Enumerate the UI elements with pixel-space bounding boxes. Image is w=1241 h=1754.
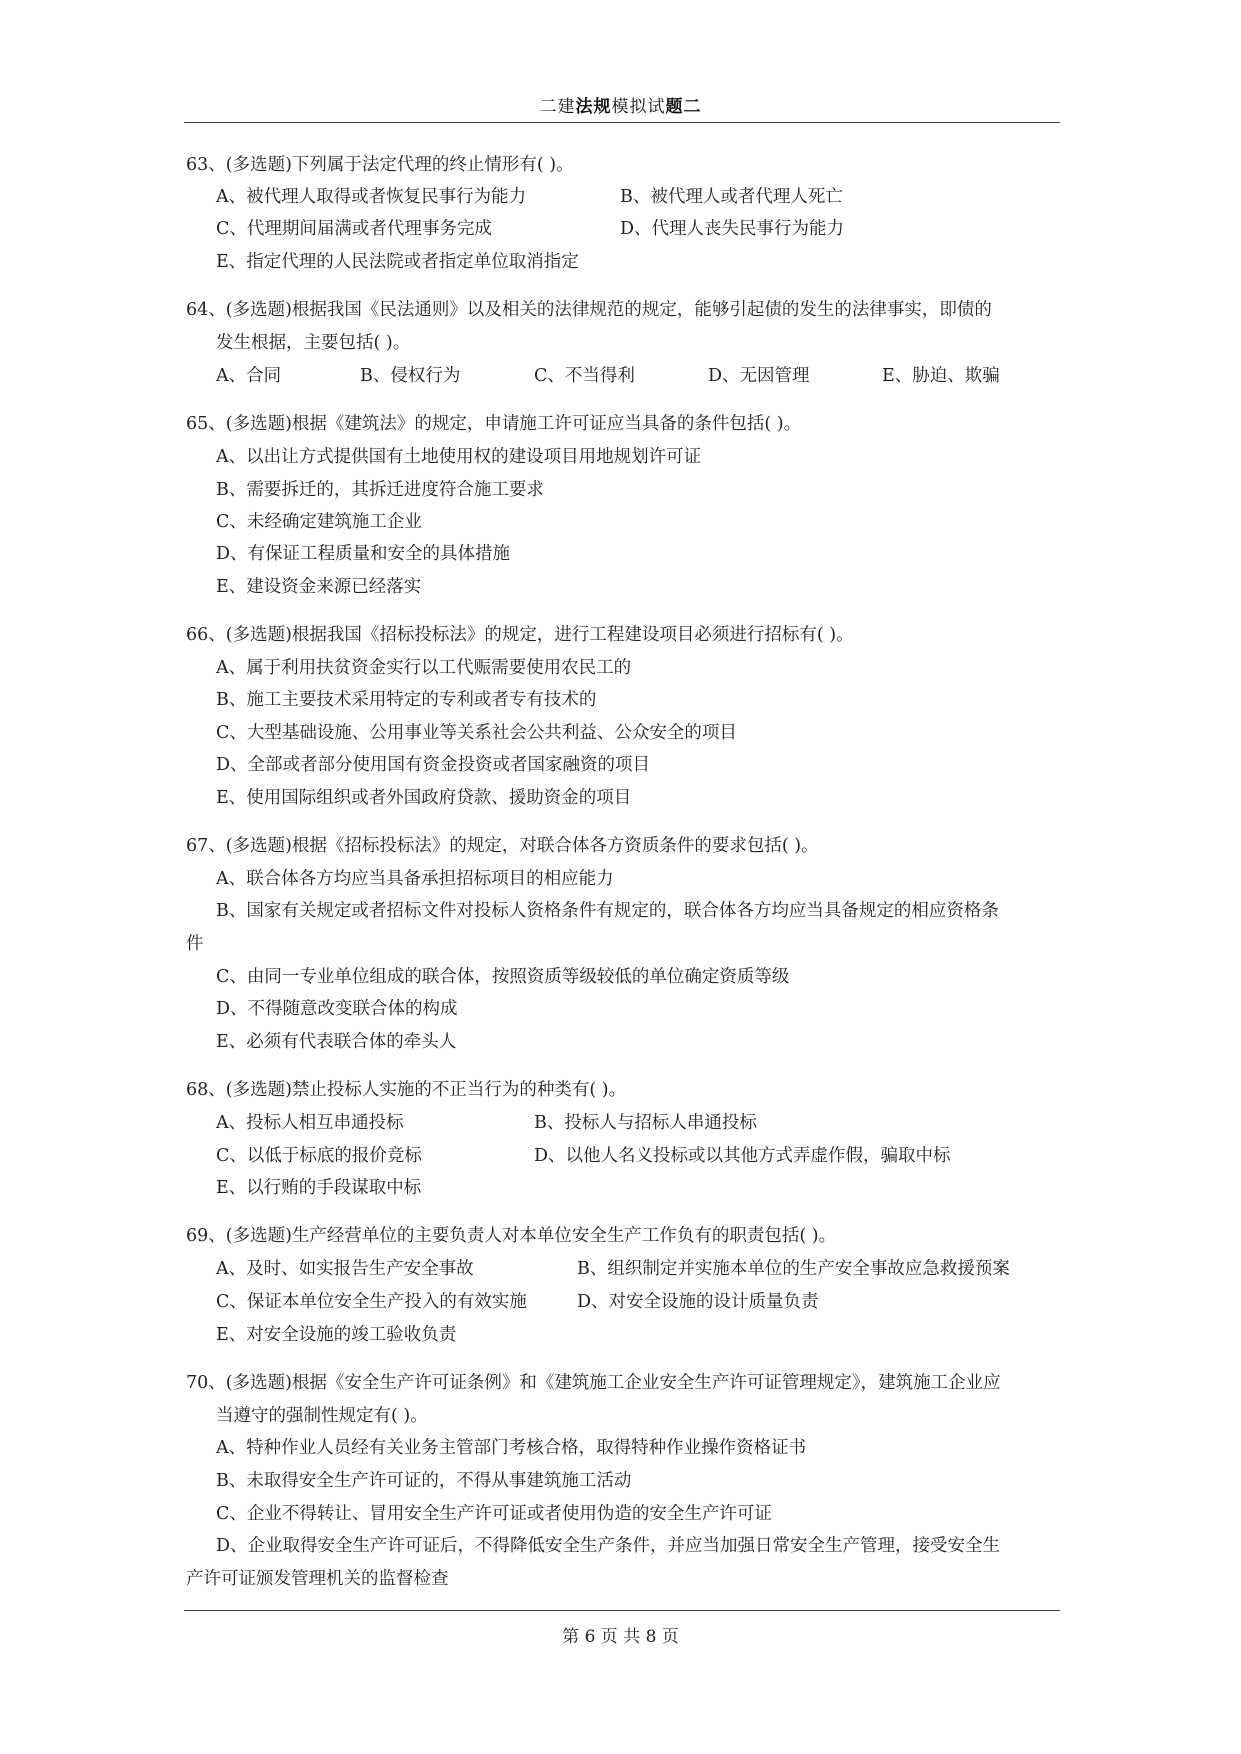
option-63-d: D、代理人丧失民事行为能力	[620, 219, 845, 239]
option-65-b: B、需要拆迁的，其拆迁进度符合施工要求	[216, 480, 544, 500]
option-68-a: A、投标人相互串通投标	[216, 1113, 404, 1133]
option-63-c: C、代理期间届满或者代理事务完成	[216, 219, 492, 239]
page-number-footer: 第 6 页 共 8 页	[562, 1627, 679, 1647]
option-66-c: C、大型基础设施、公用事业等关系社会公共利益、公众安全的项目	[216, 723, 737, 743]
option-64-b: B、侵权行为	[360, 366, 461, 386]
option-66-e: E、使用国际组织或者外国政府贷款、援助资金的项目	[216, 788, 632, 808]
option-70-d-cont: 产许可证颁发管理机关的监督检查	[186, 1569, 449, 1589]
option-64-d: D、无因管理	[708, 366, 810, 386]
option-63-e: E、指定代理的人民法院或者指定单位取消指定	[216, 252, 579, 272]
option-70-d: D、企业取得安全生产许可证后，不得降低安全生产条件，并应当加强日常安全生产管理，接受安全生	[216, 1536, 1001, 1556]
option-64-e: E、胁迫、欺骗	[882, 366, 1000, 386]
question-stem-69: 69、(多选题)生产经营单位的主要负责人对本单位安全生产工作负有的职责包括( )。	[186, 1226, 837, 1246]
option-69-d: D、对安全设施的设计质量负责	[577, 1292, 819, 1312]
option-68-b: B、投标人与招标人串通投标	[534, 1113, 757, 1133]
option-70-b: B、未取得安全生产许可证的，不得从事建筑施工活动	[216, 1471, 632, 1491]
option-65-d: D、有保证工程质量和安全的具体措施	[216, 544, 511, 564]
option-65-a: A、以出让方式提供国有土地使用权的建设项目用地规划许可证	[216, 447, 702, 467]
header-title-part: 二建	[539, 97, 576, 117]
option-68-e: E、以行贿的手段谋取中标	[216, 1178, 422, 1198]
page-header-title	[0, 92, 1241, 117]
question-stem-70: 70、(多选题)根据《安全生产许可证条例》和《建筑施工企业安全生产许可证管理规定》，建筑施工企业应	[186, 1373, 1001, 1393]
option-70-c: C、企业不得转让、冒用安全生产许可证或者使用伪造的安全生产许可证	[216, 1504, 772, 1524]
header-title-part: 题	[665, 97, 684, 117]
option-67-a: A、联合体各方均应当具备承担招标项目的相应能力	[216, 869, 614, 889]
question-stem-65: 65、(多选题)根据《建筑法》的规定，申请施工许可证应当具备的条件包括( )。	[186, 414, 802, 434]
option-67-c: C、由同一专业单位组成的联合体，按照资质等级较低的单位确定资质等级	[216, 967, 790, 987]
option-68-c: C、以低于标底的报价竞标	[216, 1146, 422, 1166]
footer-rule	[184, 1610, 1060, 1611]
option-66-b: B、施工主要技术采用特定的专利或者专有技术的	[216, 690, 597, 710]
question-stem-63: 63、(多选题)下列属于法定代理的终止情形有( )。	[186, 155, 574, 175]
option-64-a: A、合同	[216, 366, 282, 386]
option-70-a: A、特种作业人员经有关业务主管部门考核合格，取得特种作业操作资格证书	[216, 1438, 807, 1458]
option-69-e: E、对安全设施的竣工验收负责	[216, 1325, 457, 1345]
question-stem-70-cont: 当遵守的强制性规定有( )。	[216, 1406, 428, 1426]
option-69-a: A、及时、如实报告生产安全事故	[216, 1259, 474, 1279]
option-63-b: B、被代理人或者代理人死亡	[620, 187, 843, 207]
option-69-c: C、保证本单位安全生产投入的有效实施	[216, 1292, 527, 1312]
question-stem-68: 68、(多选题)禁止投标人实施的不正当行为的种类有( )。	[186, 1080, 627, 1100]
option-63-a: A、被代理人取得或者恢复民事行为能力	[216, 187, 527, 207]
question-stem-64-cont: 发生根据，主要包括( )。	[216, 333, 411, 353]
option-65-e: E、建设资金来源已经落实	[216, 577, 422, 597]
header-title-part: 法规	[575, 97, 612, 117]
option-68-d: D、以他人名义投标或以其他方式弄虚作假，骗取中标	[534, 1146, 951, 1166]
option-67-d: D、不得随意改变联合体的构成	[216, 999, 458, 1019]
question-stem-67: 67、(多选题)根据《招标投标法》的规定，对联合体各方资质条件的要求包括( )。	[186, 836, 819, 856]
header-title-part: 模拟试	[611, 97, 666, 117]
header-title-part: 二	[683, 97, 702, 117]
option-67-b: B、国家有关规定或者招标文件对投标人资格条件有规定的，联合体各方均应当具备规定的相应资格条	[216, 901, 999, 921]
option-66-d: D、全部或者部分使用国有资金投资或者国家融资的项目	[216, 755, 651, 775]
option-64-c: C、不当得利	[534, 366, 635, 386]
question-stem-64: 64、(多选题)根据我国《民法通则》以及相关的法律规范的规定，能够引起债的发生的法律事实，即债的	[186, 300, 992, 320]
option-67-e: E、必须有代表联合体的牵头人	[216, 1032, 457, 1052]
option-69-b: B、组织制定并实施本单位的生产安全事故应急救援预案	[577, 1259, 1010, 1279]
option-66-a: A、属于利用扶贫资金实行以工代赈需要使用农民工的	[216, 658, 632, 678]
option-67-b-cont: 件	[186, 934, 204, 954]
header-rule	[184, 122, 1060, 123]
option-65-c: C、未经确定建筑施工企业	[216, 512, 422, 532]
question-stem-66: 66、(多选题)根据我国《招标投标法》的规定，进行工程建设项目必须进行招标有( )。	[186, 625, 854, 645]
